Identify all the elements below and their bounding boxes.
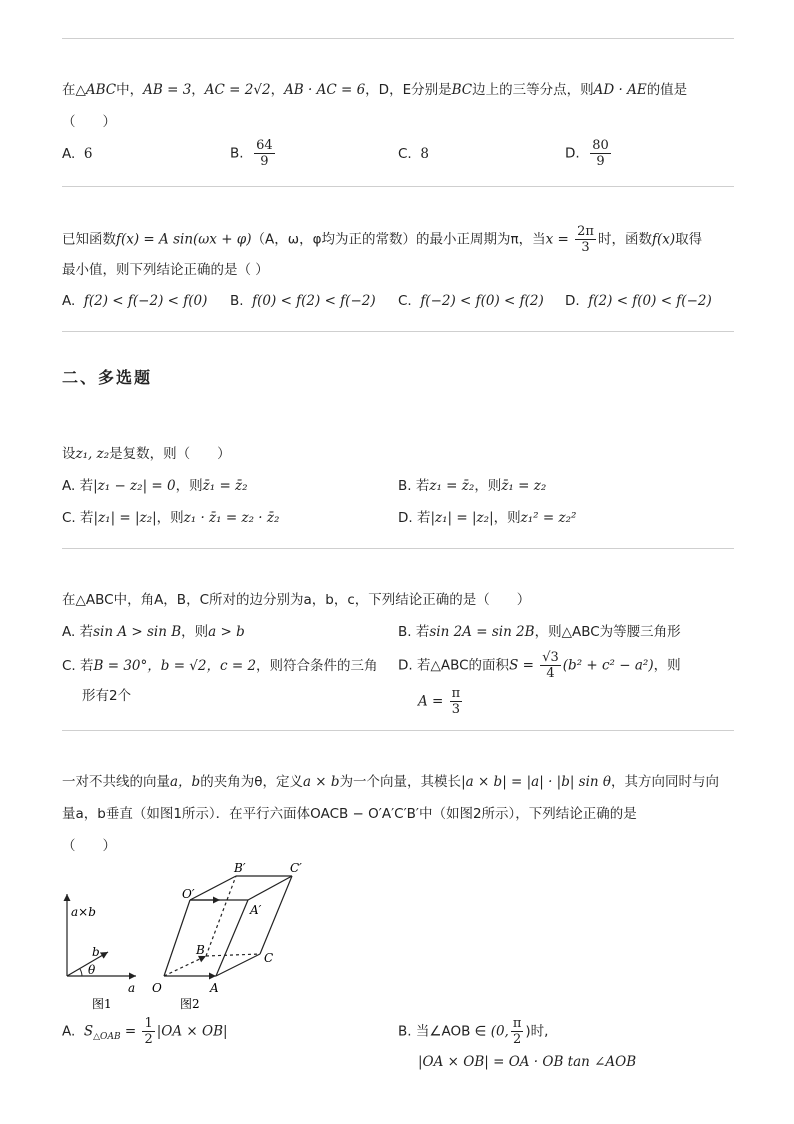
q2-stem-line2: 最小值，则下列结论正确的是（ ）: [62, 262, 269, 278]
q3-stem: 设z₁, z₂是复数，则（ ）: [62, 446, 231, 462]
fraction: $\frac{80}{9}$: [592, 138, 609, 169]
q4-option-c-line2: 形有2个: [82, 688, 132, 704]
svg-text:A: A: [210, 981, 219, 995]
q5-paren: （ ）: [62, 838, 116, 854]
svg-text:C: C: [264, 951, 274, 965]
svg-text:B: B: [196, 943, 205, 957]
q2-option-a[interactable]: A. f(2) < f(−2) < f(0): [62, 293, 208, 309]
svg-text:B′: B′: [234, 861, 246, 875]
caption-fig1: 图1: [92, 997, 112, 1011]
q2-option-d[interactable]: D. f(2) < f(0) < f(−2): [565, 293, 712, 309]
q3-option-d[interactable]: D. 若|z₁| = |z₂|，则z₁² = z₂²: [398, 510, 577, 526]
fraction: $\frac{\pi}{3}$: [451, 686, 461, 717]
q4-option-b[interactable]: B. 若sin 2A = sin 2B，则△ABC为等腰三角形: [398, 624, 681, 640]
angle-arc: [80, 969, 82, 976]
svg-text:O: O: [152, 981, 162, 995]
q5-stem-line1: 一对不共线的向量a，b的夹角为θ，定义a × b为一个向量，其模长|a × b| = |a| · |b| sin θ，其方向同时与向: [62, 774, 720, 790]
label-b: b: [92, 945, 100, 959]
separator-1: [62, 186, 734, 187]
separator-3: [62, 548, 734, 549]
svg-text:O′: O′: [182, 887, 195, 901]
q1-stem: 在△ABC中，AB = 3，AC = 2√2，AB · AC = 6，D，E分别是BC边上的三等分点，则AD · AE的值是: [62, 82, 688, 98]
q3-option-b[interactable]: B. 若z₁ = z̄₂，则z̄₁ = z₂: [398, 478, 547, 494]
fraction: $\frac{1}{2}$: [144, 1016, 153, 1047]
q4-option-c[interactable]: C. 若B = 30°，b = √2，c = 2，则符合条件的三角: [62, 658, 378, 674]
figure-1-vector-cross-product: [58, 880, 148, 1015]
separator-top: [62, 38, 734, 39]
fraction: $\frac{√3}{4}$: [542, 650, 559, 681]
q5-option-b-line2: |OA × OB| = OA · OB tan ∠AOB: [418, 1054, 637, 1070]
q5-option-a[interactable]: A. $S_{\triangle OAB}$ = $\frac{1}{2}$ |OA × OB|: [62, 1016, 228, 1047]
svg-text:C′: C′: [290, 861, 302, 875]
q3-option-c[interactable]: C. 若|z₁| = |z₂|，则z₁ · z̄₁ = z₂ · z̄₂: [62, 510, 280, 526]
q3-option-a[interactable]: A. 若|z₁ − z₂| = 0，则z̄₁ = z̄₂: [62, 478, 248, 494]
label-a: a: [128, 981, 136, 995]
q1-paren: （ ）: [62, 114, 116, 130]
q1-option-a[interactable]: A. 6: [62, 146, 93, 162]
separator-2: [62, 331, 734, 332]
label-theta: θ: [88, 963, 96, 977]
section-title: 二、多选题: [62, 368, 153, 387]
q4-option-d-line2: A = $\frac{\pi}{3}$: [418, 686, 461, 717]
q2-stem-line1: 已知函数f(x) = A sin(ωx + φ)（A，ω，φ均为正的常数）的最小正周期为π，当x = $\frac{2\pi}{3}$ 时，函数f(x)取得: [62, 224, 703, 255]
figure-2-parallelepiped: [150, 858, 310, 1016]
q1-option-d[interactable]: D. $\frac{80}{9}$: [565, 138, 609, 169]
q2-option-b[interactable]: B. f(0) < f(2) < f(−2): [230, 293, 376, 309]
q1-option-b[interactable]: B. $\frac{64}{9}$: [230, 138, 273, 169]
label-axb: a×b: [71, 905, 96, 919]
fraction: $\frac{\pi}{2}$: [512, 1016, 522, 1047]
q4-stem: 在△ABC中，角A，B，C所对的边分别为a，b，c，下列结论正确的是（ ）: [62, 592, 531, 608]
q5-option-b[interactable]: B. 当∠AOB ∈ (0, $\frac{\pi}{2}$ )时,: [398, 1016, 549, 1047]
fraction: $\frac{2\pi}{3}$: [577, 224, 594, 255]
q4-option-a[interactable]: A. 若sin A > sin B，则a > b: [62, 624, 245, 640]
separator-4: [62, 730, 734, 731]
q1-option-c[interactable]: C. 8: [398, 146, 429, 162]
fraction: $\frac{64}{9}$: [256, 138, 273, 169]
q4-option-d[interactable]: D. 若△ABC的面积S = $\frac{√3}{4}$ (b² + c² − a²)，则: [398, 650, 681, 681]
svg-text:A′: A′: [250, 903, 262, 917]
q5-stem-line2: 量a，b垂直（如图1所示）．在平行六面体OACB − O′A′C′B′中（如图2所示），下列结论正确的是: [62, 806, 637, 822]
caption-fig2: 图2: [180, 997, 200, 1011]
q2-option-c[interactable]: C. f(−2) < f(0) < f(2): [398, 293, 544, 309]
